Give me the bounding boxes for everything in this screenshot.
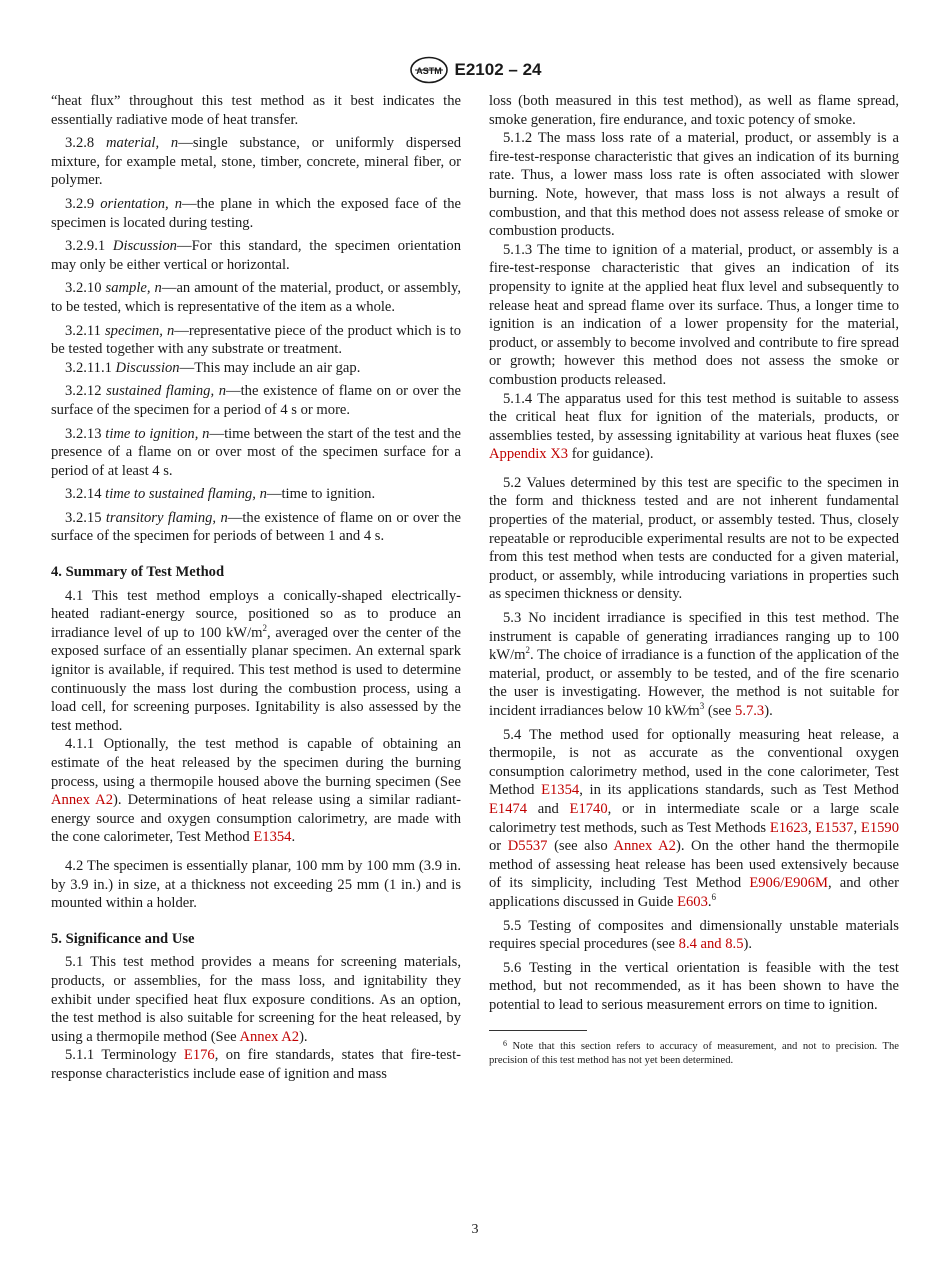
page-number: 3 [471, 1222, 479, 1237]
e1354-link[interactable]: E1354 [253, 829, 292, 846]
e176-link[interactable]: E176 [183, 1047, 215, 1064]
paragraph-5-1-2: 5.1.2 The mass loss rate of a material, product, or assembly is a fire-test-response characteristic that gives an indication of its burning rate. Thus, a lower mass loss rate is often associated with slower burning. Note, however, that mass loss is not always a result of combustion, and that this method does not assess release of smoke or combustion products. [489, 130, 899, 240]
paragraph-continued: loss (both measured in this test method), as well as flame spread, smoke generation, fire endurance, and toxic potency of smoke. [489, 93, 899, 128]
page-header [0, 56, 950, 84]
astm-logo-icon [409, 56, 449, 84]
paragraph-5-6: 5.6 Testing in the vertical orientation is feasible with the test method, but not recommended, as it has been shown to have the potential to lead to serious measurement errors on time to ignition. [489, 959, 899, 1013]
footnote-divider [489, 1030, 587, 1031]
section-heading-5: 5. Significance and Use [51, 930, 195, 947]
e1623-link[interactable]: E1623 [769, 819, 808, 836]
annex-a2-link[interactable]: Annex A2 [51, 792, 114, 809]
appendix-x3-link[interactable]: Appendix X3 [489, 446, 569, 463]
definition-3-2-12: 3.2.12 sustained flaming, n—the existence of flame on or over the surface of the specimen for a period of 4 s or more. [51, 383, 461, 418]
annex-a2-link[interactable]: Annex A2 [613, 838, 676, 855]
paragraph-5-1: 5.1 This test method provides a means for screening materials, products, or assemblies, for the mass loss, and ignitability they exhibit under specified heat flux exposure conditions. As an option, the test method is also suitable for screening for the heat released, by using a thermopile method (See Annex A2). [51, 954, 461, 1045]
definition-3-2-15: 3.2.15 transitory flaming, n—the existence of flame on or over the surface of the specimen for periods of between 1 and 4 s. [51, 509, 461, 545]
e603-link[interactable]: E603 [677, 893, 708, 910]
paragraph-4-1: 4.1 This test method employs a conically-shaped electrically-heated radiant-energy source, positioned so as to produce an irradiance level of up to 100 $kW/m^2$, averaged over the center of the exposed surface of an essentially planar specimen. An external spark ignitor is available, if required. This test method is used to determine continuously the mass lost during the combustion process, using a load cell, for screening purposes. Ignitability is also assessed by the test method. [51, 587, 461, 734]
footnote-6: $^6$ Note that this section refers to accuracy of measurement, and not to precision. The precision of this test method has not yet been determined. [489, 1038, 899, 1066]
svg-text:ASTM: ASTM [415, 66, 442, 76]
paragraph-5-4: 5.4 The method used for optionally measuring heat release, a thermopile, is not as accurate as the conventional oxygen consumption calorimetry method, used in the cone calorimeter, Test Method E1354, in its applications standards, such as Test Method E1474 and E1740, or in intermediate scale or a large scale calorimetry test methods, such as Test Methods E1623, E1537, E1590 or D5537 (see also Annex A2). On the other hand the thermopile method of assessing heat release has been used extensively because of its simplicity, including Test Method E906/E906M, and other applications discussed in Guide E603.$^6$ [489, 726, 900, 910]
right-column [489, 92, 899, 1068]
section-8-4-link[interactable]: 8.4 and 8.5 [678, 936, 744, 953]
section-heading-4: 4. Summary of Test Method [51, 564, 225, 581]
e906-link[interactable]: E906/E906M [749, 875, 828, 892]
discussion-3-2-9-1: 3.2.9.1 Discussion—For this standard, the specimen orientation may only be either vertical or horizontal. [51, 238, 461, 273]
discussion-3-2-11-1: 3.2.11.1 Discussion—This may include an air gap. [65, 359, 361, 376]
paragraph-5-1-4: 5.1.4 The apparatus used for this test method is suitable to assess the critical heat flux for ignition of the materials, products, or assemblies tested, by assessing ignitability at various heat fluxes (see Appendix X3 for guidance). [489, 390, 899, 463]
document-id: E2102 – 24 [454, 60, 542, 79]
e1474-link[interactable]: E1474 [489, 800, 528, 817]
footnote-marker[interactable]: 6 [711, 891, 717, 902]
paragraph-5-1-1: 5.1.1 Terminology E176, on fire standards, states that fire-test-response characteristics include ease of ignition and mass [51, 1047, 461, 1082]
definition-3-2-14: 3.2.14 time to sustained flaming, n—time to ignition. [65, 486, 376, 503]
e1537-link[interactable]: E1537 [815, 819, 854, 836]
paragraph-5-3: 5.3 No incident irradiance is specified in this test method. The instrument is capable of generating irradiances ranging up to 100 $kW/m^2$. The choice of irradiance is a function of the application of the material, product, or assembly to be tested, and of the fire scenario the user is investigating. However, the method is not suitable for incident irradiances below 10 $kW⁄m^3$ (see 5.7.3). [489, 610, 899, 719]
paragraph-4-2: 4.2 The specimen is essentially planar, 100 mm by 100 mm (3.9 in. by 3.9 in.) in size, at a thickness not exceeding 25 mm (1 in.) and is mounted within a holder. [51, 857, 461, 912]
e1740-link[interactable]: E1740 [569, 800, 608, 817]
definition-3-2-9: 3.2.9 orientation, n—the plane in which the exposed face of the specimen is located during testing. [51, 195, 461, 231]
paragraph-5-2: 5.2 Values determined by this test are specific to the specimen in the form and thickness tested and are not inherent fundamental properties of the material, product, or assembly tested. Thus, closely repeatable or reproducible experimental results are not to be expected from this test method when tests are conducted for a given material, product, or assembly, while introducing variations in properties such as specimen thickness or density. [489, 474, 899, 603]
paragraph-5-1-3: 5.1.3 The time to ignition of a material, product, or assembly is a fire-test-response characteristic that gives an indication of its propensity to ignite at the applied heat flux level and subsequently to release heat and spread flame over its surface. Thus, a longer time to ignition is an indication of a lower propensity for the material, product, or assembly to become involved and contribute to fire spread or growth; however this method does not assess the smoke or combustion products released. [489, 241, 899, 388]
definition-3-2-11: 3.2.11 specimen, n—representative piece of the product which is to be tested together with any substrate or treatment. [51, 322, 461, 358]
d5537-link[interactable]: D5537 [507, 838, 548, 855]
paragraph-4-1-1: 4.1.1 Optionally, the test method is capable of obtaining an estimate of the heat released by the specimen during the burning process, using a thermopile housed above the burning specimen (See Annex A2). Determinations of heat release using a similar radiant-energy source and oxygen consumption calorimetry, are made with the cone calorimeter, Test Method E1354. [51, 736, 461, 846]
definition-3-2-8: 3.2.8 material, n—single substance, or uniformly dispersed mixture, for example metal, stone, timber, concrete, mineral fiber, or polymer. [51, 135, 461, 189]
definition-3-2-13: 3.2.13 time to ignition, n—time between the start of the test and the presence of a flame on or over most of the specimen surface for a period of at least 4 s. [51, 425, 461, 479]
left-column [51, 92, 461, 1089]
e1590-link[interactable]: E1590 [860, 819, 900, 836]
annex-a2-link[interactable]: Annex A2 [239, 1028, 300, 1045]
section-5-7-3-link[interactable]: 5.7.3 [735, 703, 765, 719]
paragraph-5-5: 5.5 Testing of composites and dimensionally unstable materials requires special procedures (see 8.4 and 8.5). [489, 917, 899, 953]
paragraph-continued: “heat flux” throughout this test method as it best indicates the essentially radiative mode of heat transfer. [51, 93, 461, 128]
e1354-link[interactable]: E1354 [541, 782, 580, 799]
definition-3-2-10: 3.2.10 sample, n—an amount of the material, product, or assembly, to be tested, which is representative of the item as a whole. [51, 280, 461, 315]
